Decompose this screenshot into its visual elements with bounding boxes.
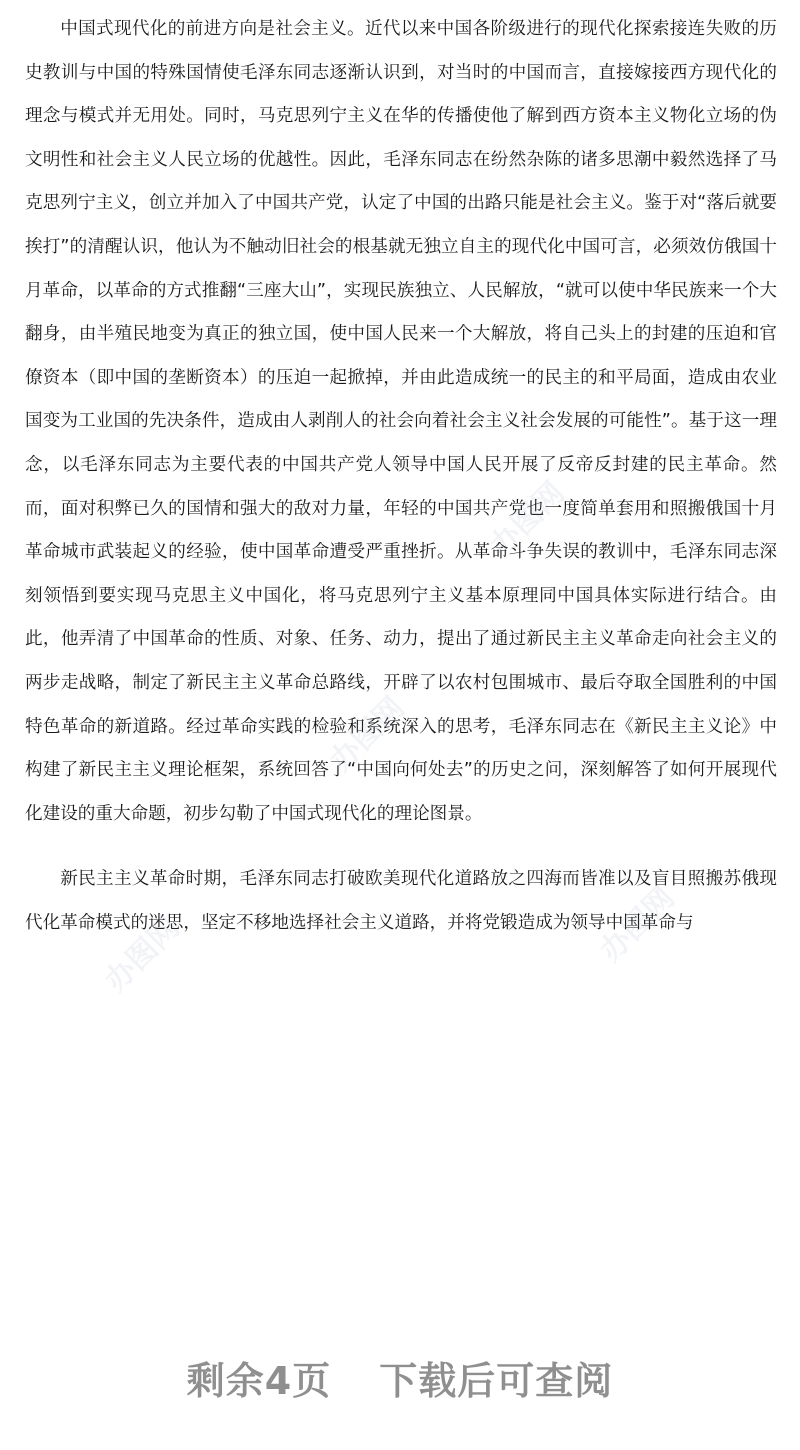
watermark: 办图网	[323, 690, 412, 779]
paragraph-1: 中国式现代化的前进方向是社会主义。近代以来中国各阶级进行的现代化探索接连失败的历史教训与中国的特殊国情使毛泽东同志逐渐认识到，对当时的中国而言，直接嫁接西方现代化的理念与模式并无用处。同时，马克思列宁主义在华的传播使他了解到西方资本主义物化立场的伪文明性和社会主义人民立场的优越性。因此，毛泽东同志在纷然杂陈的诸多思潮中毅然选择了马克思列宁主义，创立并加入了中国共产党，认定了中国的出路只能是社会主义。鉴于对“落后就要挨打”的清醒认识，他认为不触动旧社会的根基就无独立自主的现代化中国可言，必须效仿俄国十月革命，以革命的方式推翻“三座大山”，实现民族独立、人民解放，“就可以使中华民族来一个大翻身，由半殖民地变为真正的独立国，使中国人民来一个大解放，将自己头上的封建的压迫和官僚资本（即中国的垄断资本）的压迫一起掀掉，并由此造成统一的民主的和平局面，造成由农业国变为工业国的先决条件，造成由人剥削人的社会向着社会主义社会发展的可能性”。基于这一理念，以毛泽东同志为主要代表的中国共产党人领导中国人民开展了反帝反封建的民主革命。然而，面对积弊已久的国情和强大的敌对力量，年轻的中国共产党也一度简单套用和照搬俄国十月革命城市武装起义的经验，使中国革命遭受严重挫折。从革命斗争失误的教训中，毛泽东同志深刻领悟到要实现马克思主义中国化，将马克思列宁主义基本原理同中国具体实际进行结合。由此，他弄清了中国革命的性质、对象、任务、动力，提出了通过新民主主义革命走向社会主义的两步走战略，制定了新民主主义革命总路线，开辟了以农村包围城市、最后夺取全国胜利的中国特色革命的新道路。经过革命实践的检验和系统深入的思考，毛泽东同志在《新民主主义论》中构建了新民主主义理论框架，系统回答了“中国向何处去”的历史之问，深刻解答了如何开展现代化建设的重大命题，初步勾勒了中国式现代化的理论图景。	[25, 19, 777, 824]
remaining-pages-label: 剩余4页	[186, 1359, 332, 1403]
watermark: 办图网	[483, 475, 572, 564]
paragraph-2: 新民主主义革命时期，毛泽东同志打破欧美现代化道路放之四海而皆准以及盲目照搬苏俄现代化革命模式的迷思，坚定不移地选择社会主义道路，并将党锻造成为领导中国革命与	[25, 869, 777, 933]
watermark: 办图网	[98, 910, 187, 999]
document-body	[25, 8, 777, 945]
download-to-view-label: 下载后可查阅	[379, 1359, 614, 1403]
download-prompt[interactable]	[0, 1350, 800, 1405]
watermark: 办图网	[593, 880, 682, 969]
